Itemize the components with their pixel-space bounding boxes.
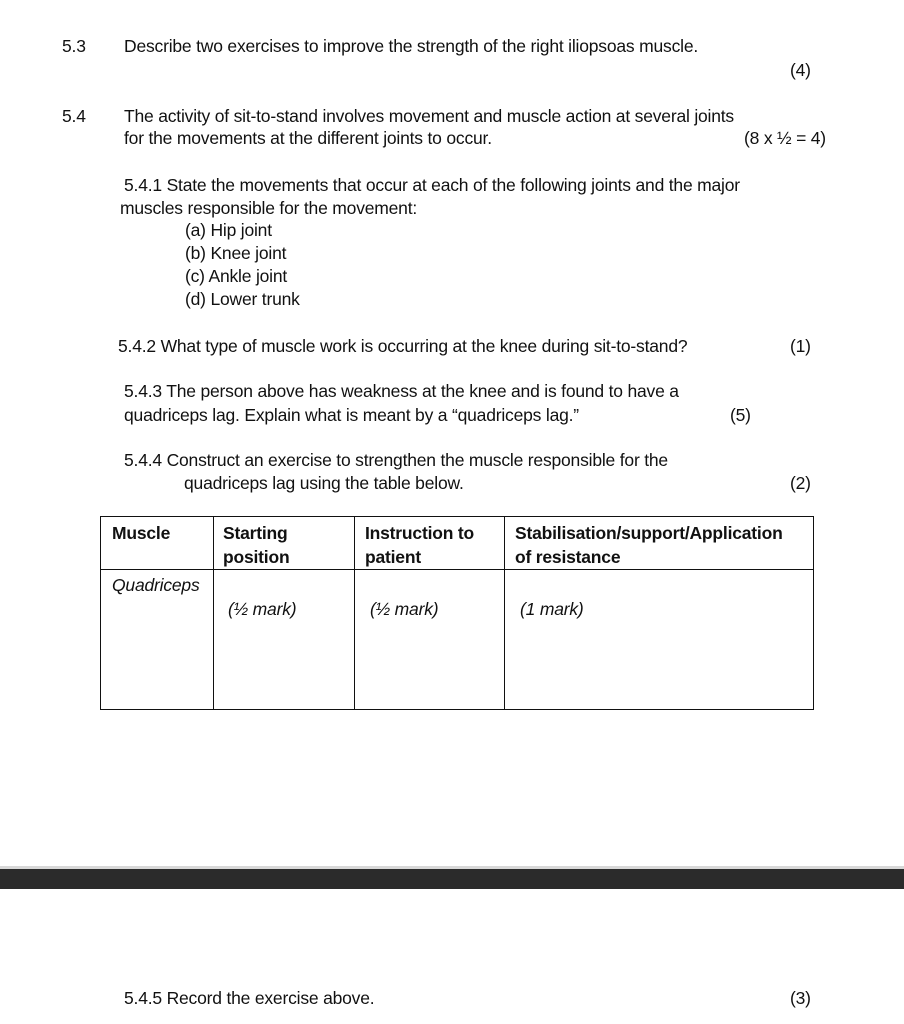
question-5-4-3-line1: 5.4.3 The person above has weakness at the knee and is found to have a xyxy=(124,381,679,401)
question-5-4-5-marks: (3) xyxy=(790,988,811,1008)
question-5-4-5-text: 5.4.5 Record the exercise above. xyxy=(124,988,375,1008)
header-stabilisation-line2: of resistance xyxy=(515,547,621,567)
cell-muscle-quadriceps: Quadriceps xyxy=(112,575,200,595)
cell-instruction-mark: (½ mark) xyxy=(370,599,439,619)
table-column-divider xyxy=(504,517,505,709)
question-5-4-3-marks: (5) xyxy=(730,405,751,425)
question-5-4-2-text: 5.4.2 What type of muscle work is occurring at the knee during sit-to-stand? xyxy=(118,336,688,356)
exercise-table xyxy=(100,516,814,710)
question-5-4-line1: The activity of sit-to-stand involves movement and muscle action at several joints xyxy=(124,106,734,126)
cell-starting-position-mark: (½ mark) xyxy=(228,599,297,619)
header-instruction-line1: Instruction to xyxy=(365,523,474,543)
question-5-4-1-line1: 5.4.1 State the movements that occur at each of the following joints and the major xyxy=(124,175,740,195)
question-number-5-4: 5.4 xyxy=(62,106,86,126)
question-5-4-2-marks: (1) xyxy=(790,336,811,356)
question-5-4-4-marks: (2) xyxy=(790,473,811,493)
question-5-3-marks: (4) xyxy=(790,60,811,80)
header-starting-position-line1: Starting xyxy=(223,523,288,543)
list-item-hip-joint: (a) Hip joint xyxy=(185,220,272,240)
question-5-4-1-line2: muscles responsible for the movement: xyxy=(120,198,418,218)
list-item-lower-trunk: (d) Lower trunk xyxy=(185,289,300,309)
header-muscle: Muscle xyxy=(112,523,171,543)
header-stabilisation-line1: Stabilisation/support/Application xyxy=(515,523,783,543)
header-starting-position-line2: position xyxy=(223,547,290,567)
table-header-divider xyxy=(101,569,813,570)
table-column-divider xyxy=(354,517,355,709)
cell-stabilisation-mark: (1 mark) xyxy=(520,599,584,619)
list-item-ankle-joint: (c) Ankle joint xyxy=(185,266,288,286)
header-instruction-line2: patient xyxy=(365,547,421,567)
question-5-4-4-line1: 5.4.4 Construct an exercise to strengthen the muscle responsible for the xyxy=(124,450,668,470)
question-5-4-4-line2: quadriceps lag using the table below. xyxy=(184,473,464,493)
page-divider xyxy=(0,869,904,889)
list-item-knee-joint: (b) Knee joint xyxy=(185,243,287,263)
question-number-5-3: 5.3 xyxy=(62,36,86,56)
table-column-divider xyxy=(213,517,214,709)
question-5-4-marks: (8 x ½ = 4) xyxy=(744,128,826,148)
question-5-3-text: Describe two exercises to improve the strength of the right iliopsoas muscle. xyxy=(124,36,699,56)
question-5-4-line2: for the movements at the different joints to occur. xyxy=(124,128,492,148)
question-5-4-3-line2: quadriceps lag. Explain what is meant by a “quadriceps lag.” xyxy=(124,405,579,425)
